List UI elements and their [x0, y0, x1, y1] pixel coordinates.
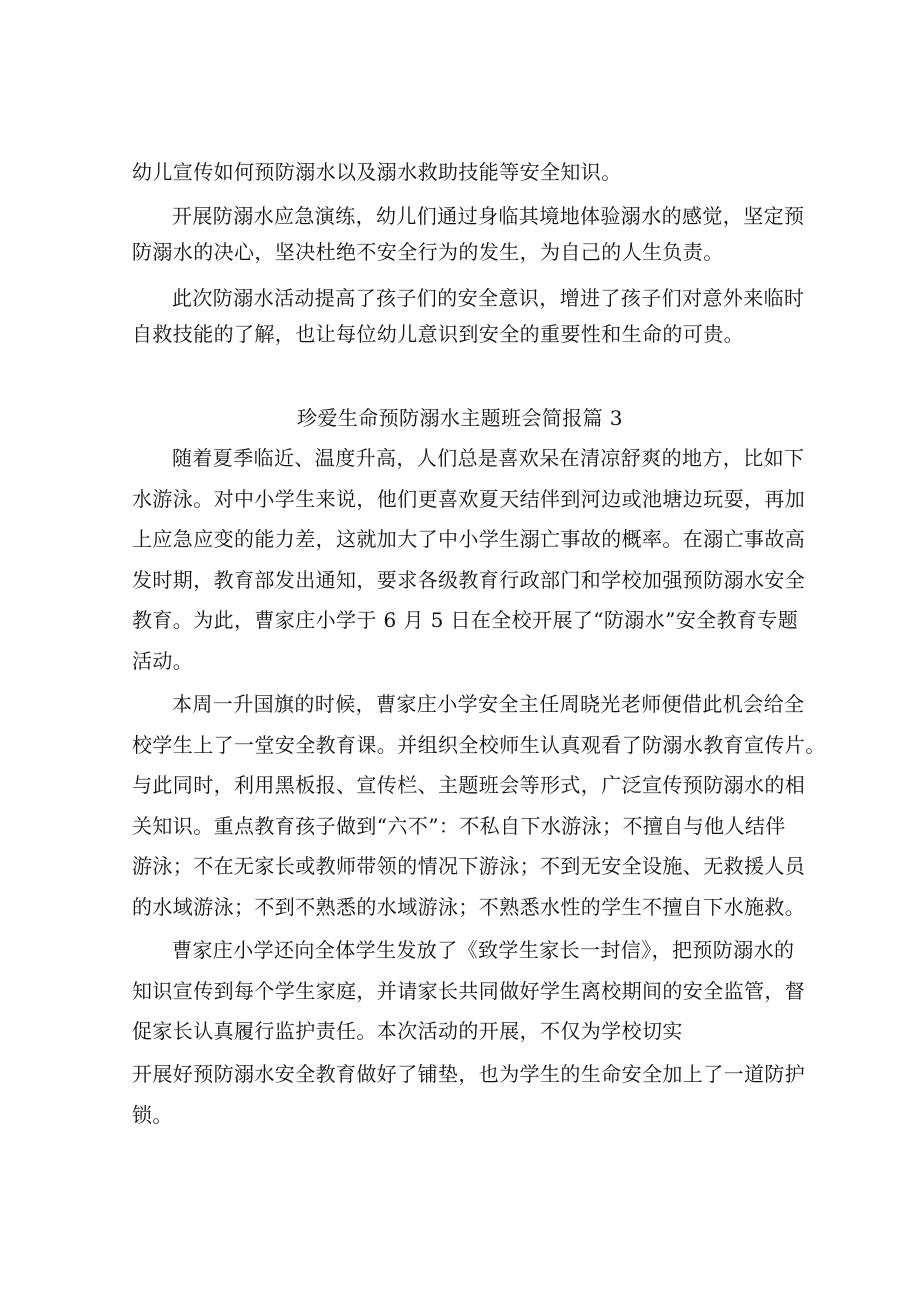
paragraph-line: 防溺水的决心，坚决杜绝不安全行为的发生，为自己的人生负责。	[132, 240, 724, 264]
paragraph-line: 校学生上了一堂安全教育课。并组织全校师生认真观看了防溺水教育宣传片。	[132, 733, 826, 757]
paragraph-line: 自救技能的了解，也让每位幼儿意识到安全的重要性和生命的可贵。	[132, 322, 744, 346]
paragraph-line: 开展防溺水应急演练，幼儿们通过身临其境地体验溺水的感觉，坚定预	[172, 204, 805, 228]
paragraph-line: 水游泳。对中小学生来说，他们更喜欢夏天结伴到河边或池塘边玩耍，再加	[132, 487, 806, 511]
paragraph-line: 关知识。重点教育孩子做到“六不”：不私自下水游泳；不擅自与他人结伴	[132, 814, 786, 838]
paragraph-line: 知识宣传到每个学生家庭，并请家长共同做好学生离校期间的安全监管，督	[132, 979, 806, 1003]
paragraph-line: 教育。为此，曹家庄小学于 6 月 5 日在全校开展了“防溺水”安全教育专题	[132, 608, 799, 632]
paragraph-line: 发时期，教育部发出通知，要求各级教育行政部门和学校加强预防溺水安全	[132, 568, 806, 592]
paragraph-line: 与此同时，利用黑板报、宣传栏、主题班会等形式，广泛宣传预防溺水的相	[132, 773, 806, 797]
paragraph-line: 锁。	[132, 1103, 173, 1127]
paragraph-line: 开展好预防溺水安全教育做好了铺垫，也为学生的生命安全加上了一道防护	[132, 1062, 806, 1086]
paragraph-line: 随着夏季临近、温度升高，人们总是喜欢呆在清凉舒爽的地方，比如下	[172, 446, 805, 470]
paragraph-line: 的水域游泳；不到不熟悉的水域游泳；不熟悉水性的学生不擅自下水施救。	[132, 895, 806, 919]
paragraph-line: 本周一升国旗的时候，曹家庄小学安全主任周晓光老师便借此机会给全	[172, 692, 805, 716]
paragraph-line: 此次防溺水活动提高了孩子们的安全意识，增进了孩子们对意外来临时	[172, 286, 805, 310]
paragraph-line: 幼儿宣传如何预防溺水以及溺水救助技能等安全知识。	[132, 160, 622, 184]
paragraph-line: 促家长认真履行监护责任。本次活动的开展，不仅为学校切实	[132, 1019, 683, 1043]
section-title: 珍爱生命预防溺水主题班会简报篇 3	[297, 406, 623, 430]
paragraph-line: 曹家庄小学还向全体学生发放了《致学生家长一封信》，把预防溺水的	[172, 938, 795, 962]
paragraph-line: 上应急应变的能力差，这就加大了中小学生溺亡事故的概率。在溺亡事故高	[132, 527, 806, 551]
paragraph-line: 活动。	[132, 649, 194, 673]
paragraph-line: 游泳；不在无家长或教师带领的情况下游泳；不到无安全设施、无救援人员	[132, 854, 806, 878]
